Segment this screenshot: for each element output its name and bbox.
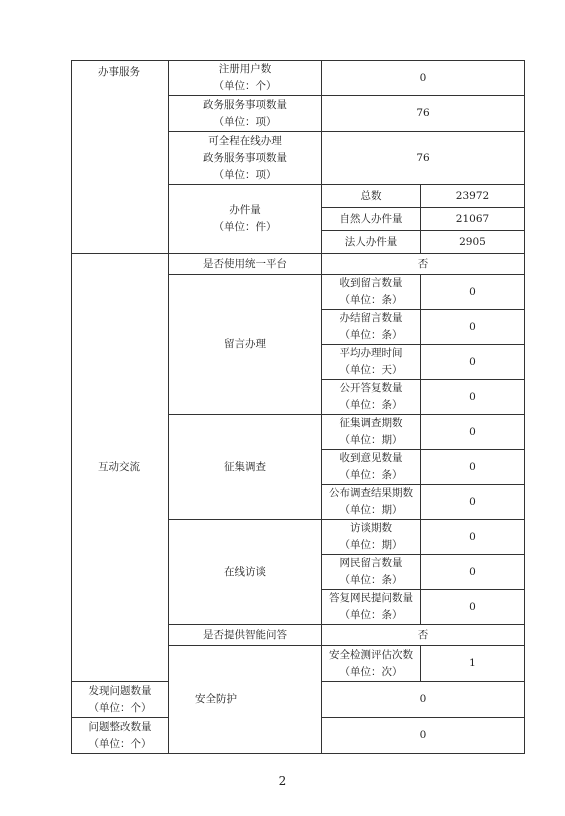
unit-text: （单位：条） bbox=[339, 609, 403, 621]
value-smart-qa: 否 bbox=[322, 625, 525, 646]
unit-text: （单位：条） bbox=[339, 469, 403, 481]
section-interaction-label: 互动交流 bbox=[72, 254, 169, 682]
label-text: 收到留言数量 bbox=[339, 277, 403, 289]
unit-text: （单位：条） bbox=[339, 294, 403, 306]
value-problems-fixed: 0 bbox=[322, 718, 525, 754]
statistics-table bbox=[71, 60, 525, 754]
label-problems-fixed bbox=[72, 718, 169, 754]
label-problems-found bbox=[72, 682, 169, 718]
label-text: 收到意见数量 bbox=[339, 452, 403, 464]
label-text: 办件量 bbox=[229, 204, 261, 216]
label-text: 政务服务事项数量 bbox=[203, 98, 287, 111]
unit-text: （单位：期） bbox=[339, 434, 403, 446]
group-survey-label: 征集调查 bbox=[169, 415, 322, 520]
unit-text: （单位：条） bbox=[339, 574, 403, 586]
value-service-items: 76 bbox=[322, 96, 525, 132]
label-cases bbox=[169, 185, 322, 254]
label-text: 公布调查结果期数 bbox=[329, 487, 413, 499]
value-avg-time: 0 bbox=[421, 345, 525, 380]
label-interview-periods bbox=[322, 520, 421, 555]
unit-text: （单位：条） bbox=[339, 329, 403, 341]
unit-text: （单位：件） bbox=[213, 221, 277, 233]
value-unified-platform: 否 bbox=[322, 254, 525, 275]
label-text: 公开答复数量 bbox=[339, 382, 403, 394]
label-text: 注册用户数 bbox=[218, 63, 272, 75]
label-text: 办结留言数量 bbox=[339, 312, 403, 324]
unit-text: （单位：天） bbox=[339, 364, 403, 376]
unit-text: （单位：期） bbox=[339, 504, 403, 516]
value-public-replies: 0 bbox=[421, 380, 525, 415]
section-security-label: 安全防护 bbox=[169, 646, 322, 754]
value-messages-received: 0 bbox=[421, 275, 525, 310]
label-messages-received bbox=[322, 275, 421, 310]
label-survey-results bbox=[322, 485, 421, 520]
section-service-label: 办事服务 bbox=[72, 61, 169, 254]
label-text: 答复网民提问数量 bbox=[329, 592, 413, 604]
label-cases-natural: 自然人办件量 bbox=[322, 208, 421, 231]
label-text: 网民留言数量 bbox=[339, 557, 403, 569]
label-text: 平均办理时间 bbox=[339, 347, 403, 359]
label-netizen-messages bbox=[322, 555, 421, 590]
label-netizen-answers bbox=[322, 590, 421, 625]
label-survey-periods bbox=[322, 415, 421, 450]
value-online-items: 76 bbox=[322, 132, 525, 185]
unit-text: （单位：项） bbox=[213, 115, 277, 128]
value-interview-periods: 0 bbox=[421, 520, 525, 555]
group-interview-label: 在线访谈 bbox=[169, 520, 322, 625]
label-text: 政务服务事项数量 bbox=[203, 151, 287, 164]
value-survey-results: 0 bbox=[421, 485, 525, 520]
unit-text: （单位：次） bbox=[339, 665, 403, 678]
label-registered-users bbox=[169, 61, 322, 96]
label-text: 发现问题数量 bbox=[88, 684, 152, 697]
value-problems-found: 0 bbox=[322, 682, 525, 718]
unit-text: （单位：条） bbox=[339, 399, 403, 411]
value-messages-closed: 0 bbox=[421, 310, 525, 345]
label-public-replies bbox=[322, 380, 421, 415]
value-cases-total: 23972 bbox=[421, 185, 525, 208]
label-text: 问题整改数量 bbox=[88, 720, 152, 733]
label-text: 征集调查期数 bbox=[339, 417, 403, 429]
label-cases-total: 总数 bbox=[322, 185, 421, 208]
label-security-checks bbox=[322, 646, 421, 682]
value-registered-users: 0 bbox=[322, 61, 525, 96]
row-registered-users bbox=[72, 61, 525, 96]
value-opinions-received: 0 bbox=[421, 450, 525, 485]
value-netizen-messages: 0 bbox=[421, 555, 525, 590]
label-service-items bbox=[169, 96, 322, 132]
label-text: 可全程在线办理 bbox=[208, 134, 282, 147]
label-smart-qa: 是否提供智能问答 bbox=[169, 625, 322, 646]
value-cases-natural: 21067 bbox=[421, 208, 525, 231]
label-unified-platform: 是否使用统一平台 bbox=[169, 254, 322, 275]
unit-text: （单位：项） bbox=[213, 168, 277, 181]
page-number: 2 bbox=[278, 774, 287, 788]
unit-text: （单位：个） bbox=[213, 80, 277, 92]
label-messages-closed bbox=[322, 310, 421, 345]
unit-text: （单位：个） bbox=[88, 737, 152, 750]
label-avg-time bbox=[322, 345, 421, 380]
unit-text: （单位：个） bbox=[88, 701, 152, 714]
label-cases-legal: 法人办件量 bbox=[322, 231, 421, 254]
row-unified-platform bbox=[72, 254, 525, 275]
value-survey-periods: 0 bbox=[421, 415, 525, 450]
value-cases-legal: 2905 bbox=[421, 231, 525, 254]
value-security-checks: 1 bbox=[421, 646, 525, 682]
label-online-items bbox=[169, 132, 322, 185]
value-netizen-answers: 0 bbox=[421, 590, 525, 625]
unit-text: （单位：期） bbox=[339, 539, 403, 551]
group-messages-label: 留言办理 bbox=[169, 275, 322, 415]
label-opinions-received bbox=[322, 450, 421, 485]
label-text: 安全检测评估次数 bbox=[329, 648, 413, 661]
label-text: 访谈期数 bbox=[350, 522, 392, 534]
